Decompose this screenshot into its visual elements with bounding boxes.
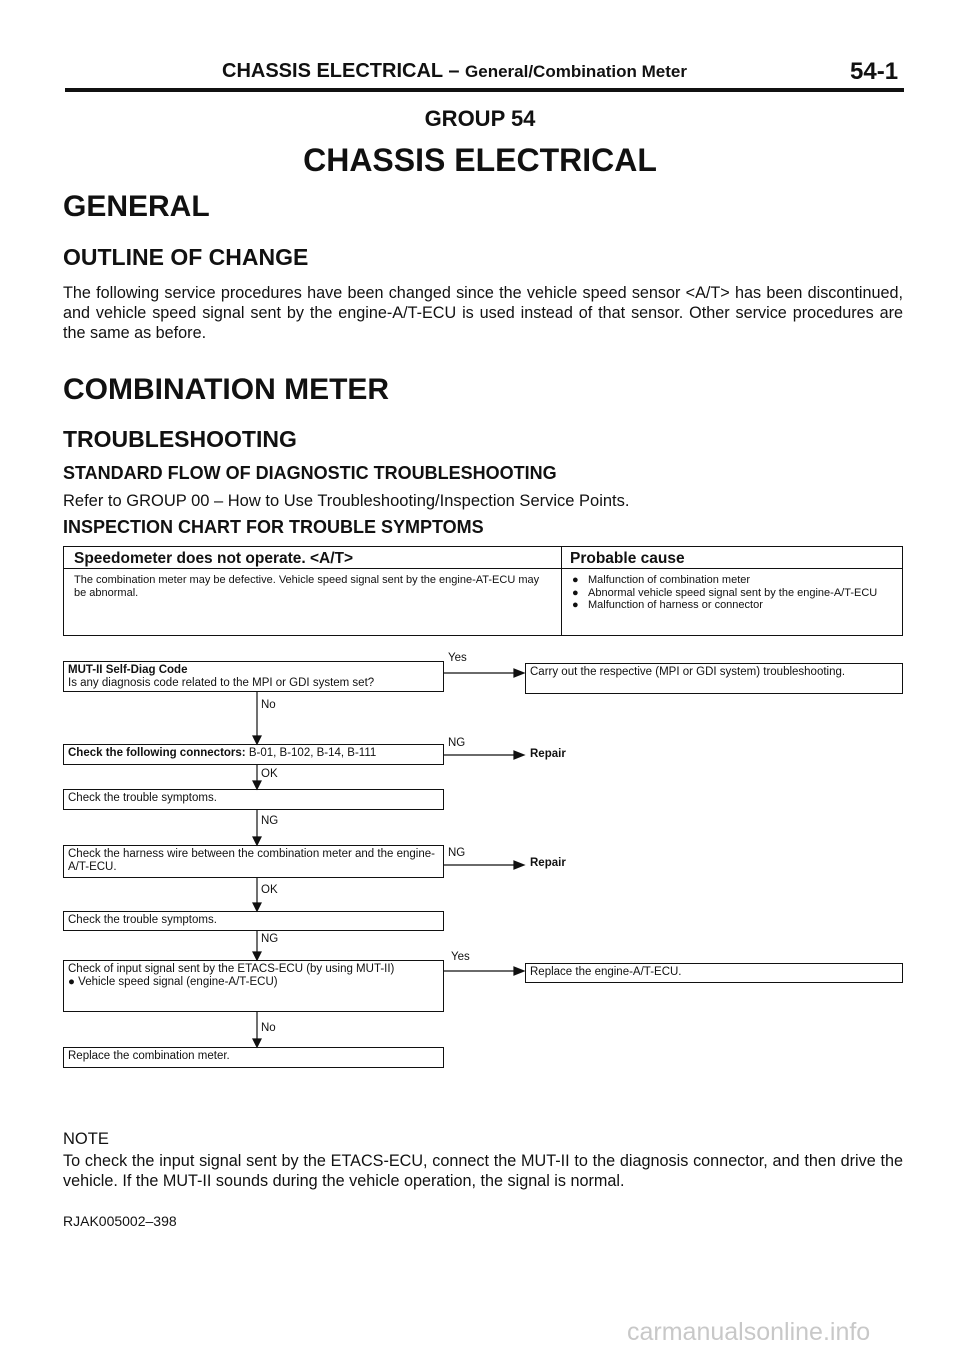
standard-flow-heading: STANDARD FLOW OF DIAGNOSTIC TROUBLESHOOTING [63, 463, 557, 483]
arrow-right-icon [514, 967, 524, 975]
ng-label: NG [448, 737, 466, 749]
arrow-down-icon [253, 1039, 261, 1047]
group-title: CHASSIS ELECTRICAL [303, 142, 657, 178]
arrow-right-icon [514, 751, 524, 759]
ok-label: OK [261, 884, 278, 896]
page-number: 54-1 [850, 58, 899, 85]
combination-meter-heading: COMBINATION METER [63, 373, 390, 406]
connector-list: B-01, B-102, B-14, B-111 [248, 747, 377, 759]
note-label: NOTE [63, 1130, 109, 1148]
flow-step-harness-check: Check the harness wire between the combination meter and the engine-A/T-ECU. [63, 845, 444, 878]
step-title: MUT-II Self-Diag Code [68, 664, 188, 676]
arrow-down-icon [253, 952, 261, 960]
refer-text: Refer to GROUP 00 – How to Use Troubleshooting/Inspection Service Points. [63, 492, 630, 510]
arrow-right-icon [514, 861, 524, 869]
no-label: No [261, 699, 276, 711]
ok-label: OK [261, 768, 278, 780]
general-heading: GENERAL [63, 190, 210, 223]
outline-heading: OUTLINE OF CHANGE [63, 244, 309, 270]
flow-step-input-signal [63, 960, 444, 1012]
inspection-chart-heading: INSPECTION CHART FOR TROUBLE SYMPTOMS [63, 517, 484, 537]
arrow-down-icon [253, 736, 261, 744]
arrow-down-icon [253, 837, 261, 845]
list-item: ● Malfunction of combination meter [572, 574, 751, 586]
header-subtitle: General/Combination Meter [465, 62, 687, 81]
flow-step-replace-meter: Replace the combination meter. [63, 1047, 444, 1068]
group-label: GROUP 54 [424, 106, 536, 131]
cause-header: Probable cause [570, 550, 685, 567]
flow-step-connectors [63, 744, 444, 765]
flow-step-check-symptoms: Check the trouble symptoms. [63, 911, 444, 931]
bullet-icon: ● [68, 976, 75, 988]
step-text: Check of input signal sent by the ETACS-ECU (by using MUT-II) [68, 963, 395, 975]
step-bold-label: Check the following connectors: [68, 747, 246, 759]
header-title: CHASSIS ELECTRICAL – [222, 60, 460, 82]
arrow-down-icon [253, 903, 261, 911]
document-code: RJAK005002–398 [63, 1213, 177, 1229]
symptom-description: The combination meter may be defective. Vehicle speed signal sent by the engine-AT-ECU may be abnormal. [74, 574, 540, 599]
flow-action-troubleshooting: Carry out the respective (MPI or GDI system) troubleshooting. [525, 663, 903, 694]
arrow-down-icon [253, 781, 261, 789]
step-bullet-item: ● Vehicle speed signal (engine-A/T-ECU) [68, 976, 278, 988]
yes-label: Yes [448, 652, 467, 664]
troubleshooting-heading: TROUBLESHOOTING [63, 426, 297, 452]
repair-label: Repair [530, 748, 566, 760]
ng-label: NG [261, 933, 279, 945]
symptom-header: Speedometer does not operate. <A/T> [74, 550, 354, 567]
flow-step-self-diag [63, 661, 444, 692]
flow-step-check-symptoms: Check the trouble symptoms. [63, 789, 444, 810]
bullet-icon: ● [572, 599, 579, 611]
bullet-icon: ● [572, 574, 579, 586]
list-item: ● Malfunction of harness or connector [572, 599, 763, 611]
ng-label: NG [448, 847, 466, 859]
yes-label: Yes [451, 951, 470, 963]
no-label: No [261, 1022, 276, 1034]
step-question: Is any diagnosis code related to the MPI or GDI system set? [68, 677, 375, 689]
watermark: carmanualsonline.info [627, 1318, 871, 1346]
flow-action-replace-ecu: Replace the engine-A/T-ECU. [525, 963, 903, 983]
list-item: ● Abnormal vehicle speed signal sent by the engine-A/T-ECU [572, 586, 878, 599]
ng-label: NG [261, 815, 279, 827]
repair-label: Repair [530, 857, 566, 869]
note-text: To check the input signal sent by the ETACS-ECU, connect the MUT-II to the diagnosis connector, and then drive the vehicle. If the MUT-II sounds during the vehicle operation, the signal is normal. [63, 1152, 903, 1190]
outline-paragraph: The following service procedures have been changed since the vehicle speed sensor <A/T> has been discontinued, and vehicle speed signal sent by the engine-A/T-ECU is used instead of that sensor. Other service procedures are the same as before. [63, 284, 903, 342]
arrow-right-icon [514, 669, 524, 677]
bullet-icon: ● [572, 586, 579, 599]
